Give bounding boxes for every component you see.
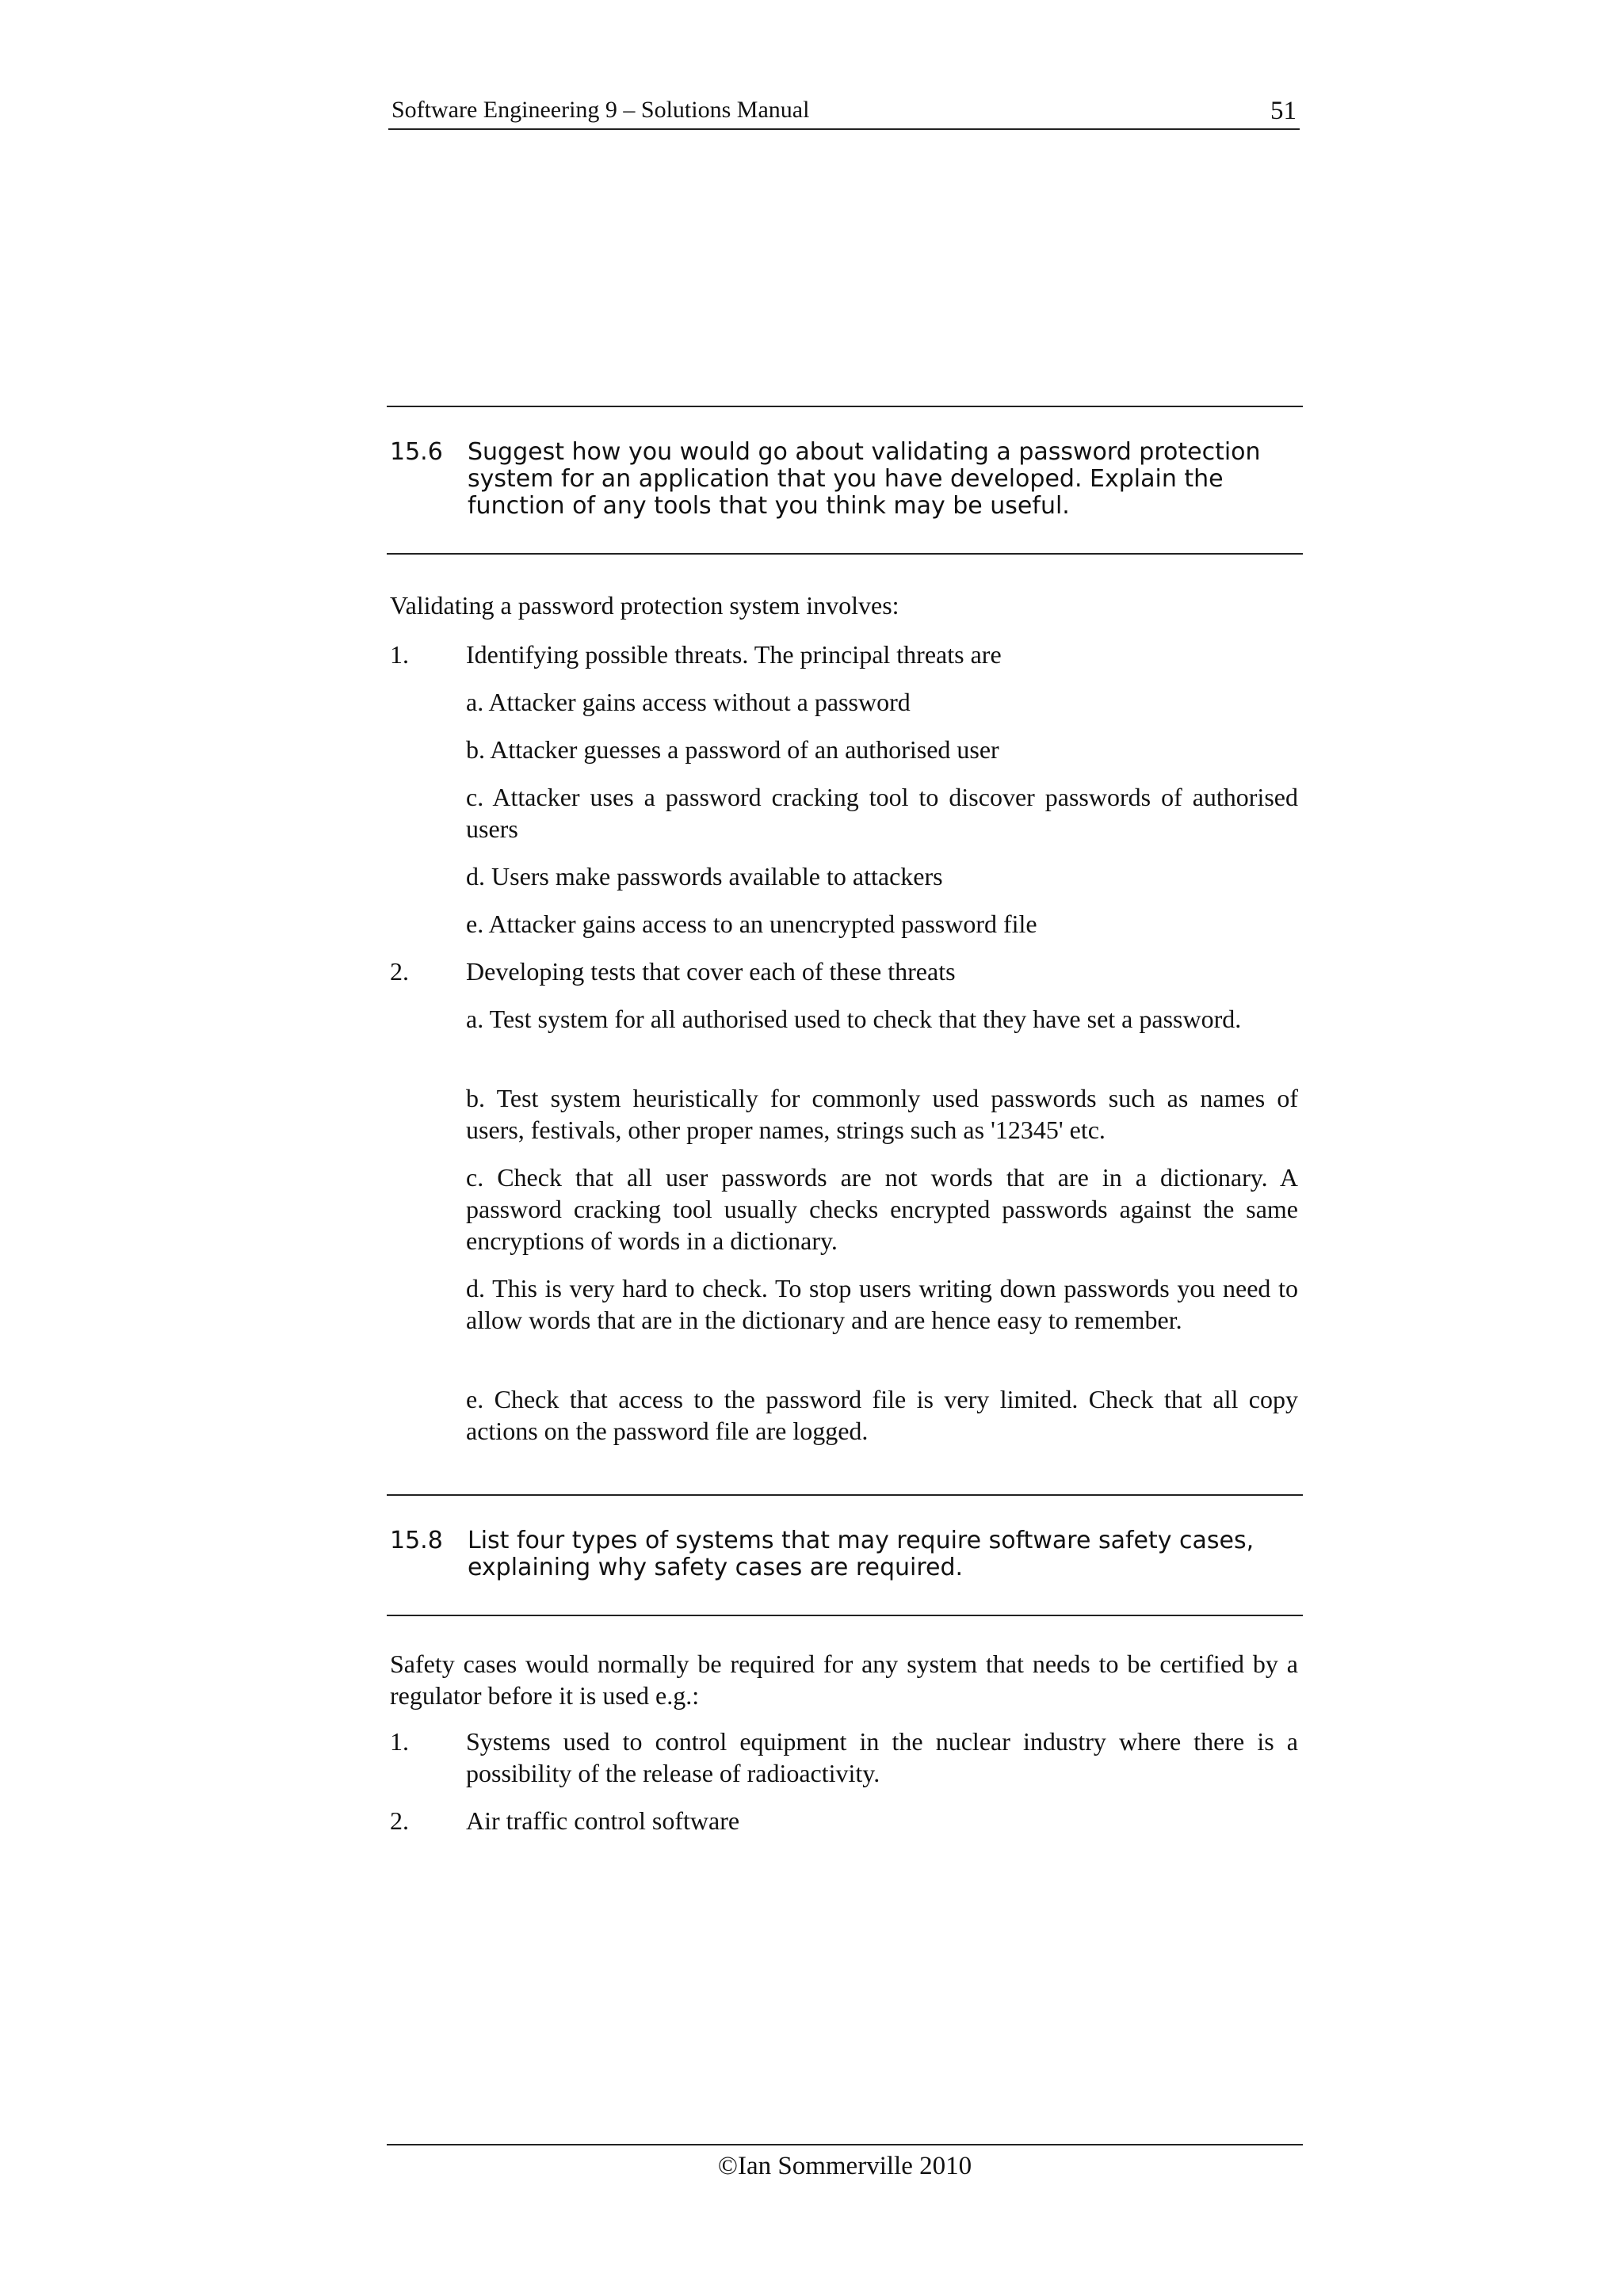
sub-item: a. Test system for all authorised used to check that they have set a password. — [466, 1005, 1242, 1033]
list-item: Systems used to control equipment in the nuclear industry where there is a possibility of the release of radioactivity. — [466, 1727, 1298, 1787]
question-number: 15.8 — [390, 1527, 443, 1554]
sub-item: e. Attacker gains access to an unencrypted password file — [466, 910, 1037, 938]
answer-intro: Safety cases would normally be required for any system that needs to be certified by a regulator before it is used e.g.: — [390, 1650, 1298, 1710]
answer-intro: Validating a password protection system involves: — [390, 591, 899, 620]
question-text: List four types of systems that may require software safety cases, explaining why safety cases are required. — [468, 1527, 1254, 1581]
list-item: Identifying possible threats. The principal threats are — [466, 640, 1002, 669]
question-15-8-box — [387, 1494, 1303, 1616]
header-title: Software Engineering 9 – Solutions Manual — [391, 97, 810, 123]
list-number: 2. — [390, 957, 409, 986]
sub-item: e. Check that access to the password file is very limited. Check that all copy actions on the password file are logged. — [466, 1385, 1298, 1445]
list-item: Air traffic control software — [466, 1806, 740, 1835]
page-number: 51 — [1270, 97, 1296, 125]
question-text: Suggest how you would go about validating a password protection system for an application that you have developed. Explain the function of any tools that you think may be useful. — [468, 438, 1261, 520]
sub-item: b. Attacker guesses a password of an authorised user — [466, 735, 999, 764]
sub-item: a. Attacker gains access without a password — [466, 688, 911, 716]
sub-item: c. Check that all user passwords are not words that are in a dictionary. A password cracking tool usually checks encrypted passwords against the same encryptions of words in a dictionary. — [466, 1163, 1298, 1255]
list-item: Developing tests that cover each of these threats — [466, 957, 956, 986]
page-header — [388, 93, 1300, 130]
footer-rule — [387, 2144, 1303, 2145]
sub-item: d. This is very hard to check. To stop users writing down passwords you need to allow words that are in the dictionary and are hence easy to remember. — [466, 1274, 1298, 1334]
question-15-6-box — [387, 406, 1303, 555]
sub-item: b. Test system heuristically for commonly used passwords such as names of users, festivals, other proper names, strings such as '12345' etc. — [466, 1084, 1298, 1144]
list-number: 2. — [390, 1806, 409, 1835]
list-number: 1. — [390, 640, 409, 669]
footer-copyright: ©Ian Sommerville 2010 — [717, 2152, 972, 2180]
list-number: 1. — [390, 1727, 409, 1756]
question-number: 15.6 — [390, 438, 443, 466]
sub-item: c. Attacker uses a password cracking tool to discover passwords of authorised users — [466, 783, 1298, 843]
sub-item: d. Users make passwords available to attackers — [466, 862, 943, 891]
